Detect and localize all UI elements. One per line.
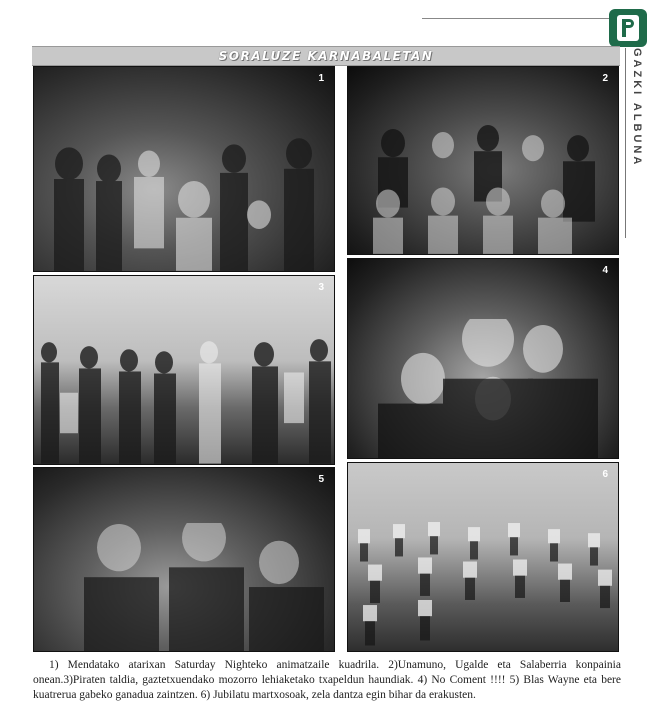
photo-number: 6 — [602, 469, 608, 480]
photo-5-figures — [34, 523, 334, 651]
photo-number: 4 — [602, 265, 608, 276]
photo-2-figures — [348, 123, 618, 254]
top-rule — [422, 18, 622, 19]
photo-number: 3 — [318, 282, 324, 293]
photo-number: 2 — [602, 73, 608, 84]
section-title: GAZKI ALBUNA — [631, 48, 643, 168]
side-rule — [625, 48, 626, 238]
photo-4 — [347, 258, 619, 459]
photo-4-figures — [348, 319, 618, 458]
photo-3 — [33, 275, 335, 465]
photo-5 — [33, 467, 335, 652]
banner-title: SORALUZE KARNABALETAN — [218, 49, 434, 63]
photo-1 — [33, 66, 335, 272]
photo-3-figures — [34, 332, 334, 464]
photo-6-figures — [348, 519, 618, 651]
logo-p-icon — [617, 15, 639, 41]
photo-2 — [347, 66, 619, 255]
magazine-logo — [609, 9, 647, 47]
photo-number: 1 — [318, 73, 324, 84]
photo-1-figures — [34, 128, 334, 271]
photo-caption: 1) Mendatako atarixan Saturday Nighteko animatzaile kuadrila. 2)Unamuno, Ugalde eta Salaberria konpainia onean.3)Piraten taldia, gaztetxuendako mozorro lehiaketako txapeldun haundiak. 4) No Coment !!!! 5) Blas Wayne eta bere kuatrerua gabeko ganadua zaintzen. 6) Jubilatu martxosoak, zela dantza egin bihar da erakusten. — [33, 659, 621, 701]
photo-6 — [347, 462, 619, 652]
photo-number: 5 — [318, 474, 324, 485]
page-banner — [32, 46, 620, 66]
